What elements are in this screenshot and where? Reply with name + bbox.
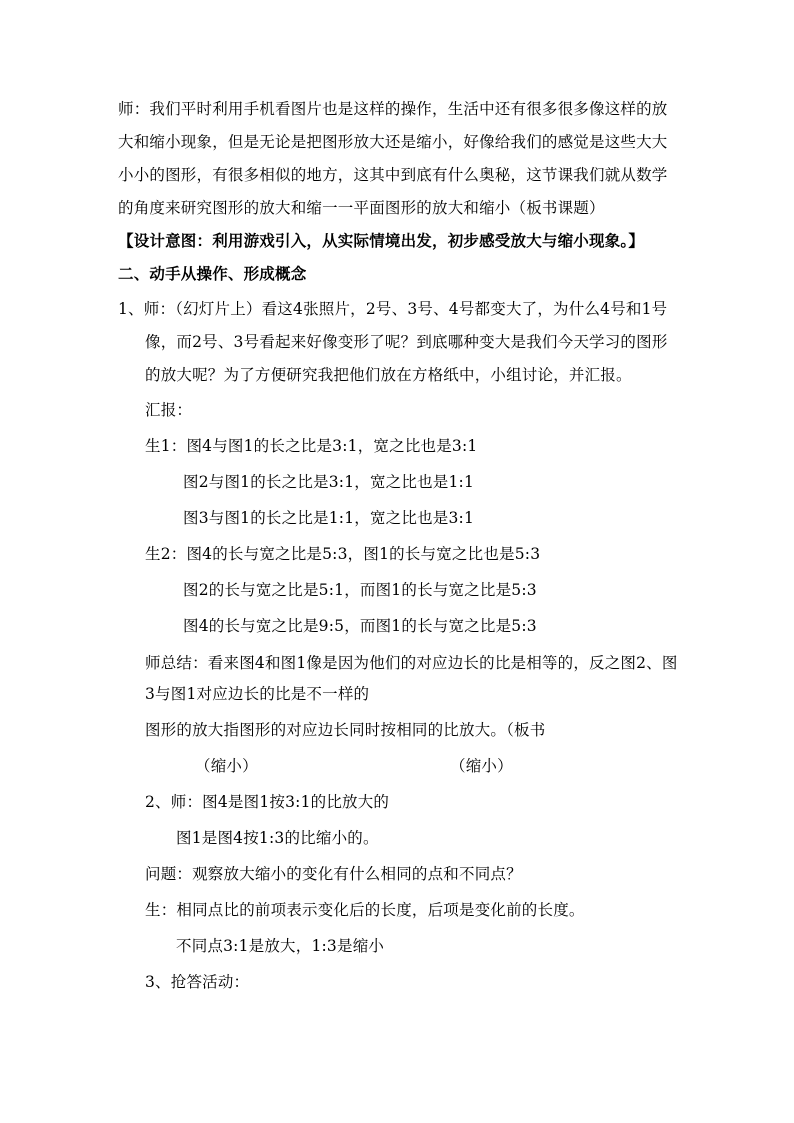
intro-line-1: 师：我们平时利用手机看图片也是这样的操作，生活中还有很多很多像这样的放 [118, 100, 668, 118]
design-intent-note: 【设计意图：利用游戏引入，从实际情境出发，初步感受放大与缩小现象。】 [118, 231, 645, 250]
student2-line-1: 生2：图4的长与宽之比是5:3，图1的长与宽之比也是5:3 [145, 545, 541, 563]
item-three-line: 3、抢答活动： [145, 973, 250, 991]
answer-line-2: 不同点3:1是放大，1:3是缩小 [176, 937, 385, 955]
item-one-line-3: 的放大呢？为了方便研究我把他们放在方格纸中，小组讨论，并汇报。 [145, 366, 632, 384]
answer-line-1: 生：相同点比的前项表示变化后的长度，后项是变化前的长度。 [145, 901, 585, 919]
item-two-line-1: 2、师：图4是图1按3:1的比放大的 [145, 793, 390, 811]
item-one-line-1: 1、师：（幻灯片上）看这4张照片，2号、3号、4号都变大了，为什么4号和1号 [118, 300, 668, 318]
definition-line: 图形的放大指图形的对应边长同时按相同的比放大。（板书 [145, 721, 546, 739]
question-line: 问题：观察放大缩小的变化有什么相同的点和不同点？ [145, 865, 522, 883]
teacher-summary-line-2: 3与图1对应边长的比是不一样的 [145, 685, 370, 703]
teacher-summary-line-1: 师总结：看来图4和图1像是因为他们的对应边长的比是相等的，反之图2、图 [145, 654, 678, 672]
student2-line-3: 图4的长与宽之比是9:5，而图1的长与宽之比是5:3 [183, 617, 537, 635]
shrink-note-right: （缩小） [450, 757, 513, 775]
intro-line-2: 大和缩小现象，但是无论是把图形放大还是缩小，好像给我们的感觉是这些大大 [118, 133, 668, 151]
item-two-line-2: 图1是图4按1:3的比缩小的。 [176, 829, 379, 847]
student2-line-2: 图2的长与宽之比是5:1，而图1的长与宽之比是5:3 [183, 581, 537, 599]
student1-line-1: 生1：图4与图1的长之比是3:1，宽之比也是3:1 [145, 437, 478, 455]
section-two-heading: 二、动手从操作、形成概念 [118, 264, 307, 283]
item-one-line-2: 像，而2号、3号看起来好像变形了呢？到底哪种变大是我们今天学习的图形 [145, 333, 668, 351]
intro-line-3: 小小的图形，有很多相似的地方，这其中到底有什么奥秘，这节课我们就从数学 [118, 166, 668, 184]
student1-line-3: 图3与图1的长之比是1:1，宽之比也是3:1 [183, 509, 475, 527]
shrink-note-left: （缩小） [195, 757, 258, 775]
report-label: 汇报： [145, 401, 193, 419]
intro-line-4: 的角度来研究图形的放大和缩一一平面图形的放大和缩小（板书课题） [118, 199, 605, 217]
student1-line-2: 图2与图1的长之比是3:1，宽之比也是1:1 [183, 473, 475, 491]
